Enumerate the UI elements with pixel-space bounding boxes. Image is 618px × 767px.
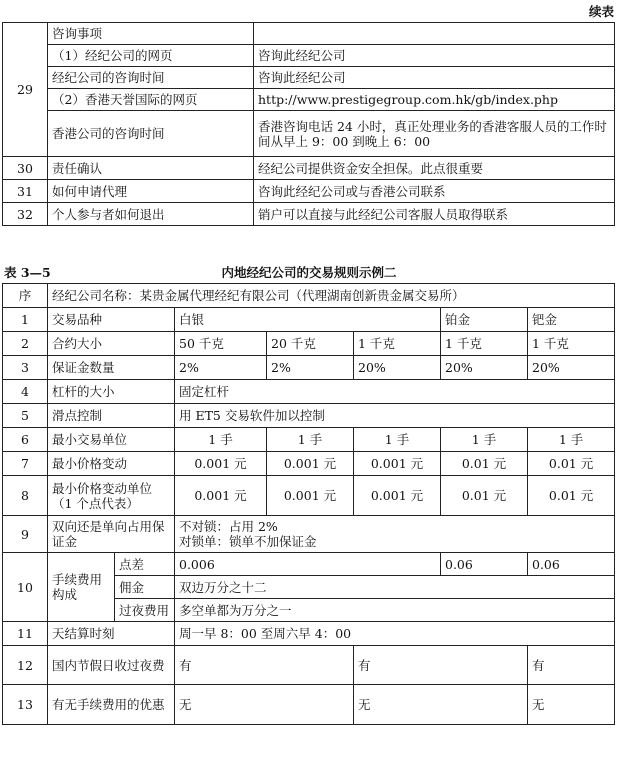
value-cell: 0.01 元 — [528, 476, 615, 516]
value-cell: 有 — [354, 646, 528, 685]
value-cell: 0.006 — [175, 553, 441, 576]
trading-rules-table — [2, 283, 615, 725]
row-label: 双向还是单向占用保证金 — [48, 516, 175, 553]
item-cell: 咨询事项 — [48, 23, 254, 45]
value-cell: 0.001 元 — [267, 476, 354, 516]
value-cell: 20% — [354, 356, 441, 380]
value-cell: 香港咨询电话 24 小时，真正处理业务的香港客服人员的工作时间从早上 9：00 到晚上 6：00 — [254, 111, 615, 157]
value-cell: 0.001 元 — [354, 476, 441, 516]
value-cell: 20 千克 — [267, 332, 354, 356]
table-row — [3, 356, 615, 380]
row-number: 32 — [3, 203, 48, 226]
table-title: 内地经纪公司的交易规则示例二 — [221, 265, 397, 280]
value-cell: 无 — [175, 685, 354, 725]
item-cell: 经纪公司的咨询时间 — [48, 67, 254, 89]
item-cell: （2）香港天誉国际的网页 — [48, 89, 254, 111]
value-cell: 1 手 — [175, 428, 267, 452]
value-cell: 有 — [528, 646, 615, 685]
row-number: 13 — [3, 685, 48, 725]
value-cell: 咨询此经纪公司 — [254, 45, 615, 67]
table-row — [3, 67, 615, 89]
table-row — [3, 157, 615, 180]
company-header: 经纪公司名称：某贵金属代理经纪有限公司（代理湖南创新贵金属交易所） — [48, 284, 615, 308]
row-number: 2 — [3, 332, 48, 356]
table-row — [3, 622, 615, 646]
value-cell: 1 手 — [354, 428, 441, 452]
value-cell: 0.001 元 — [354, 452, 441, 476]
value-cell: 20% — [441, 356, 528, 380]
item-cell: （1）经纪公司的网页 — [48, 45, 254, 67]
continued-label: 续表 — [588, 4, 614, 19]
value-cell: 0.06 — [528, 553, 615, 576]
value-cell: 0.001 元 — [267, 452, 354, 476]
table-row — [3, 516, 615, 553]
table-row — [3, 203, 615, 226]
value-cell: 周一早 8：00 至周六早 4：00 — [175, 622, 615, 646]
value-cell: 无 — [528, 685, 615, 725]
row-number: 7 — [3, 452, 48, 476]
value-cell: 0.06 — [441, 553, 528, 576]
table-row — [3, 452, 615, 476]
row-label: 滑点控制 — [48, 404, 175, 428]
value-cell: 50 千克 — [175, 332, 267, 356]
row-label: 手续费用构成 — [48, 553, 115, 622]
value-cell: 咨询此经纪公司 — [254, 67, 615, 89]
value-cell: 1 手 — [267, 428, 354, 452]
table-row — [3, 308, 615, 332]
sub-label: 佣金 — [115, 576, 175, 599]
value-cell: 用 ET5 交易软件加以控制 — [175, 404, 615, 428]
row-label: 天结算时刻 — [48, 622, 175, 646]
table-row — [3, 428, 615, 452]
table-row — [3, 23, 615, 45]
row-number: 4 — [3, 380, 48, 404]
palladium-cell: 钯金 — [528, 308, 615, 332]
row-label: 交易品种 — [48, 308, 175, 332]
seq-header: 序 — [3, 284, 48, 308]
row-number: 31 — [3, 180, 48, 203]
platinum-cell: 铂金 — [441, 308, 528, 332]
row-number: 1 — [3, 308, 48, 332]
item-cell: 如何申请代理 — [48, 180, 254, 203]
value-cell: 双边万分之十二 — [175, 576, 615, 599]
table-row — [3, 89, 615, 111]
table-number: 表 3—5 — [4, 265, 51, 280]
row-label: 保证金数量 — [48, 356, 175, 380]
row-number: 3 — [3, 356, 48, 380]
row-label: 杠杆的大小 — [48, 380, 175, 404]
value-cell: 20% — [528, 356, 615, 380]
row-label: 最小交易单位 — [48, 428, 175, 452]
value-cell: 0.01 元 — [441, 452, 528, 476]
value-cell: 0.001 元 — [175, 476, 267, 516]
table-row — [3, 284, 615, 308]
value-cell: 无 — [354, 685, 528, 725]
margin-line-2: 对锁单：锁单不加保证金 — [179, 534, 317, 549]
margin-cell — [175, 516, 615, 553]
value-cell: 2% — [175, 356, 267, 380]
item-cell: 个人参与者如何退出 — [48, 203, 254, 226]
table-row — [3, 111, 615, 157]
table-row — [3, 553, 615, 576]
table-row — [3, 332, 615, 356]
table-row — [3, 685, 615, 725]
row-label: 国内节假日收过夜费 — [48, 646, 175, 685]
row-number: 10 — [3, 553, 48, 622]
value-cell: 咨询此经纪公司或与香港公司联系 — [254, 180, 615, 203]
value-cell — [254, 23, 615, 45]
row-number: 6 — [3, 428, 48, 452]
row-number: 12 — [3, 646, 48, 685]
row-number: 9 — [3, 516, 48, 553]
table-row — [3, 404, 615, 428]
value-cell: 固定杠杆 — [175, 380, 615, 404]
table-row — [3, 476, 615, 516]
value-cell: 销户可以直接与此经纪公司客服人员取得联系 — [254, 203, 615, 226]
row-number: 8 — [3, 476, 48, 516]
row-label: 合约大小 — [48, 332, 175, 356]
value-cell: 1 手 — [441, 428, 528, 452]
sub-label: 过夜费用 — [115, 599, 175, 622]
value-cell: 1 千克 — [441, 332, 528, 356]
value-cell: 多空单都为万分之一 — [175, 599, 615, 622]
value-cell: 0.01 元 — [441, 476, 528, 516]
item-cell: 责任确认 — [48, 157, 254, 180]
value-cell: 有 — [175, 646, 354, 685]
table-row — [3, 380, 615, 404]
table-row — [3, 180, 615, 203]
row-label: 最小价格变动 — [48, 452, 175, 476]
margin-line-1: 不对锁：占用 2% — [179, 519, 278, 534]
row-label: 最小价格变动单位（1 个点代表） — [48, 476, 175, 516]
row-number: 5 — [3, 404, 48, 428]
table-row — [3, 646, 615, 685]
sub-label: 点差 — [115, 553, 175, 576]
table-row — [3, 45, 615, 67]
value-cell: 1 千克 — [354, 332, 441, 356]
row-label: 有无手续费用的优惠 — [48, 685, 175, 725]
value-cell: 0.01 元 — [528, 452, 615, 476]
value-cell: 2% — [267, 356, 354, 380]
value-cell: 经纪公司提供资金安全担保。此点很重要 — [254, 157, 615, 180]
row-number: 29 — [3, 23, 48, 157]
value-cell: 1 千克 — [528, 332, 615, 356]
value-cell: 0.001 元 — [175, 452, 267, 476]
table-continued — [2, 22, 615, 226]
silver-cell: 白银 — [175, 308, 441, 332]
row-number: 30 — [3, 157, 48, 180]
value-cell: 1 手 — [528, 428, 615, 452]
url-cell: http://www.prestigegroup.com.hk/gb/index.php — [254, 89, 615, 111]
item-cell: 香港公司的咨询时间 — [48, 111, 254, 157]
row-number: 11 — [3, 622, 48, 646]
